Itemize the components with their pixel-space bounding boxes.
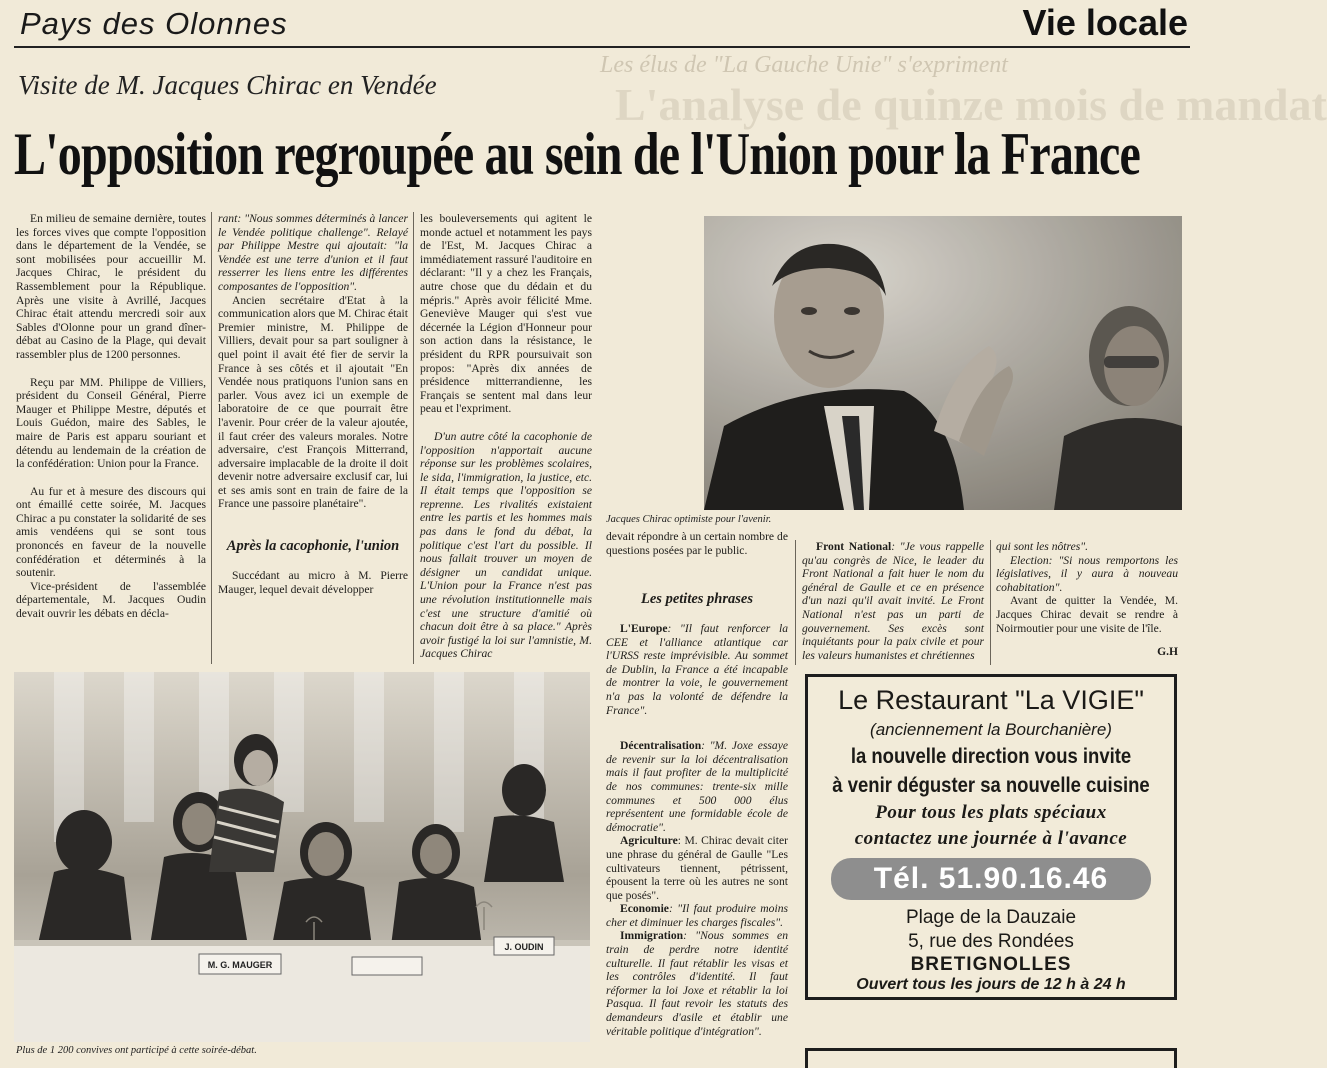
chirac-photo-illustration: [704, 216, 1182, 510]
ad-address-line: 5, rue des Rondées: [908, 931, 1074, 952]
ad-town: BRETIGNOLLES: [910, 954, 1072, 975]
ad-line: Pour tous les plats spéciaux: [875, 802, 1107, 823]
section-label: Vie locale: [1022, 2, 1188, 43]
paragraph: les bouleversements qui agitent le monde actuel et notamment les pays de l'Est, M. Jacques Chirac a immédiatement rassuré l'auditoire en déclarant: "Il y a chez les Français, autre chose que du dédain et du mépris." Après avoir félicité Mme. Geneviève Mauger qui s'est vue décernée la Légion d'Honneur pour son action dans la résistance, le président du RPR poursuivait son propos: "Après dix années de présidence mitterrandienne, les Français se sentent mal dans leur peau et l'expriment.: [420, 212, 592, 416]
ad-phone: Tél. 51.90.16.46: [831, 858, 1151, 900]
column-rule: [413, 212, 414, 664]
phrase-economie: [606, 902, 788, 929]
phrase-key: Décentralisation: [620, 739, 702, 753]
ad-subtitle: (anciennement la Bourchanière): [870, 720, 1112, 739]
column-rule: [795, 540, 796, 665]
paragraph: rant: "Nous sommes déterminés à lancer le Vendée politique challenge". Relayé par Philippe Mestre qui ajoutait: "la Vendée est une terre d'union et il faut resserrer les liens entre les différentes composantes de l'opposition".: [218, 212, 408, 293]
ad-line: la nouvelle direction vous invite: [850, 745, 1132, 768]
phrase-text: : "Il faut renforcer la CEE et l'alliance atlantique car l'URSS reste imprévisible. Au sommet de Dublin, la France a été incapable de montrer la voie, le gouvernement n'a pas la volonté de défendre la France".: [606, 622, 788, 717]
ad-hours: Ouvert tous les jours de 12 h à 24 h: [856, 976, 1126, 993]
paragraph: Reçu par MM. Philippe de Villiers, président du Conseil Général, Pierre Mauger et Philippe Mestre, députés et Louis Guédon, maire des Sables, le maire de Paris est apparu souriant et détendu au lendemain de la création de la confédération: Union pour la France.: [16, 375, 206, 471]
paragraph: Ancien secrétaire d'Etat à la communication alors que M. Chirac était Premier ministre, M. Philippe de Villiers, devait pour sa part souligner à quel point il avait été fier de servir la France à ses côtés et il ajoutait "En Vendée nous pratiquons l'union sans en parler. Vous avez ici un exemple de laboratoire de ce que pourrait être l'avenir. Pour créer de la valeur ajoutée, il faut créer des valeurs morales. Notre adversaire, c'est François Mitterrand, adversaire implacable de la droite il doit devenir notre adversaire exclusif car, lui et ses amis sont en train de faire de la France une passoire planétaire".: [218, 293, 408, 511]
signature: G.H: [1157, 645, 1178, 659]
bleed-through-top: Les élus de "La Gauche Unie" s'expriment: [600, 52, 1008, 78]
phrase-text: : "M. Joxe essaye de revenir sur la loi décentralisation mais il faut profiter de la multiplicité de nos communes: trente-six mille communes et 500 000 élus représentent une formidable école de démocratie".: [606, 739, 788, 834]
ad-address-line: Plage de la Dauzaie: [905, 907, 1077, 928]
kicker: Visite de M. Jacques Chirac en Vendée: [18, 70, 437, 100]
paragraph: Avant de quitter la Vendée, M. Jacques Chirac devait se rendre à Noirmoutier pour une visite de l'île.: [996, 594, 1178, 635]
column-rule: [990, 540, 991, 665]
article-column-3-end: [606, 530, 788, 557]
phrase-key: L'Europe: [620, 622, 668, 635]
column-rule: [211, 212, 212, 664]
paragraph: Au fur et à mesure des discours qui ont émaillé cette soirée, M. Jacques Chirac a pu constater la solidarité de ses amis vendéens qui se sont tous prononcés en faveur de la nouvelle confédération et déterminés à la soutenir.: [16, 484, 206, 580]
bleed-through-headline: L'analyse de quinze mois de mandat: [615, 79, 1327, 130]
header-rule: [14, 46, 1190, 48]
place-card: M. G. MAUGER: [207, 960, 273, 970]
chirac-photo: [704, 216, 1182, 510]
phrase-text: : "Je vous rappelle qu'au congrès de Nice, le leader du Front National a fait huer le nom du général de Gaulle et ce en présence d'un nazi qu'il avait invité. Le Front National n'est pas un parti de gouvernement. Ses excès sont inquiétants pour la paix civile et pour les valeurs humanistes et chrétiennes: [802, 540, 984, 662]
article-column-2: [218, 212, 408, 596]
paragraph: devait répondre à un certain nombre de questions posées par le public.: [606, 530, 788, 557]
phrase-key: Immigration: [620, 929, 684, 943]
paragraph: D'un autre côté la cacophonie de l'opposition n'apportait aucune réponse sur les problèmes scolaires, le sida, l'immigration, la justice, etc. Il était temps que l'opposition se reprenne. Les rivalités existaient entre les partis et les hommes mais pas dans le fond du débat, la politique c'est l'art du possible. Il nous fallait trouver un moyen de désigner un candidat unique. L'Union pour la France n'est pas une révolution institutionnelle mais c'est une structure d'amitié où chacun doit être à sa place." Après avoir fustigé la loi sur l'amnistie, M. Jacques Chirac: [420, 429, 592, 661]
next-ad-border: [805, 1048, 1177, 1068]
restaurant-ad: [805, 674, 1177, 1000]
paragraph: qui sont les nôtres".: [996, 540, 1089, 553]
paragraph: Election: "Si nous remportons les législatives, il y aura à nouveau cohabitation".: [996, 553, 1178, 594]
phrase-text: : "Nous sommes en train de perdre notre identité culturelle. Il faut rétablir les visas et les contrôles d'identité. Il faut réformer la loi Joxe et rétablir la loi Pasqua. Il faut revoir les statuts des demandeurs d'asile et établir une véritable politique d'intégration".: [606, 929, 788, 1038]
subheading: Après la cacophonie, l'union: [226, 538, 400, 555]
dinner-photo: [14, 672, 590, 1042]
phrase-key: Front National: [816, 540, 892, 553]
phrase-text: : "Il faut produire moins cher et diminuer les charges fiscales".: [606, 902, 788, 929]
phrase-europe: [606, 622, 788, 717]
phrase-text: : M. Chirac devait citer une phrase du général de Gaulle "Les cultivateurs tiennent, pétrissent, épousent la terre où les autres ne sont que posés".: [606, 834, 788, 902]
paragraph: En milieu de semaine dernière, toutes les forces vives que compte l'opposition dans le département de la Vendée, se sont mobilisées pour accueillir M. Jacques Chirac, le président du Rassemblement pour la République. Après une visite à Avrillé, Jacques Chirac était attendu mercredi soir aux Sables d'Olonne pour un grand dîner-débat au Casino de la Plage, qui devait rassembler plus de 1200 personnes.: [16, 212, 206, 361]
article-column-4-phrases: [606, 590, 788, 1038]
phrase-decentralisation: [606, 739, 788, 834]
top-photo-caption: Jacques Chirac optimiste pour l'avenir.: [606, 514, 772, 525]
ad-line: contactez une journée à l'avance: [854, 828, 1128, 849]
headline: L'opposition regroupée au sein de l'Union pour la France: [14, 121, 1141, 187]
phrase-key: Agriculture: [620, 834, 678, 848]
article-column-5: [802, 540, 984, 662]
phrase-immigration: [606, 929, 788, 1038]
bottom-photo-caption: Plus de 1 200 convives ont participé à cette soirée-débat.: [16, 1045, 257, 1056]
paragraph: Succédant au micro à M. Pierre Mauger, lequel devait développer: [218, 569, 408, 596]
place-card: J. OUDIN: [504, 942, 544, 952]
phrase-agriculture: [606, 834, 788, 902]
section-title: Pays des Olonnes: [20, 6, 288, 41]
article-column-6: [996, 540, 1178, 659]
dinner-photo-illustration: [14, 672, 590, 1042]
phrase-key: Economie: [620, 902, 669, 916]
article-column-3: [420, 212, 592, 661]
article-column-1: [16, 212, 206, 621]
phrase-front-national: [802, 540, 984, 662]
paragraph: Vice-président de l'assemblée départementale, M. Jacques Oudin devait ouvrir les débats en décla-: [16, 579, 206, 621]
ad-line: à venir déguster sa nouvelle cuisine: [832, 774, 1150, 797]
phrases-heading: Les petites phrases: [641, 591, 753, 607]
ad-title: Le Restaurant "La VIGIE": [838, 685, 1144, 715]
